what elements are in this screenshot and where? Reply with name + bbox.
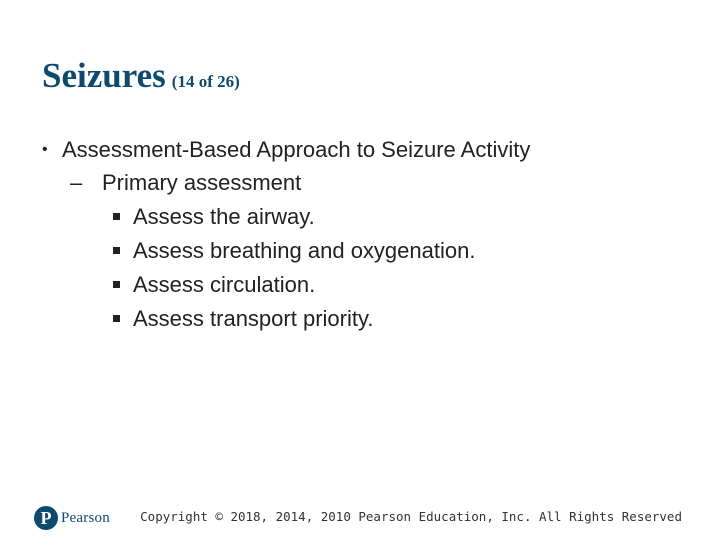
bullet-level3: Assess circulation. — [133, 272, 316, 297]
bullet-level3: Assess breathing and oxygenation. — [133, 238, 476, 263]
bullet-level3: Assess transport priority. — [133, 306, 374, 331]
pearson-logo-icon — [34, 506, 58, 530]
square-bullet-icon — [113, 247, 120, 254]
slide-title — [42, 56, 240, 96]
title-subtitle: (14 of 26) — [171, 72, 240, 91]
pearson-logo — [34, 505, 110, 531]
square-bullet-icon — [113, 213, 120, 220]
square-bullet-icon — [113, 315, 120, 322]
bullet-level3: Assess the airway. — [133, 204, 315, 229]
square-bullet-icon — [113, 281, 120, 288]
logo-wordmark: Pearson — [61, 509, 110, 526]
dash-marker: – — [70, 170, 83, 195]
bullet-marker: • — [42, 141, 48, 158]
bullet-level1: Assessment-Based Approach to Seizure Activity — [62, 137, 531, 162]
logo-letter: P — [40, 508, 52, 528]
title-main: Seizures — [42, 56, 166, 95]
copyright-notice: Copyright © 2018, 2014, 2010 Pearson Education, Inc. All Rights Reserved — [140, 509, 682, 524]
bullet-level2: Primary assessment — [102, 170, 302, 195]
